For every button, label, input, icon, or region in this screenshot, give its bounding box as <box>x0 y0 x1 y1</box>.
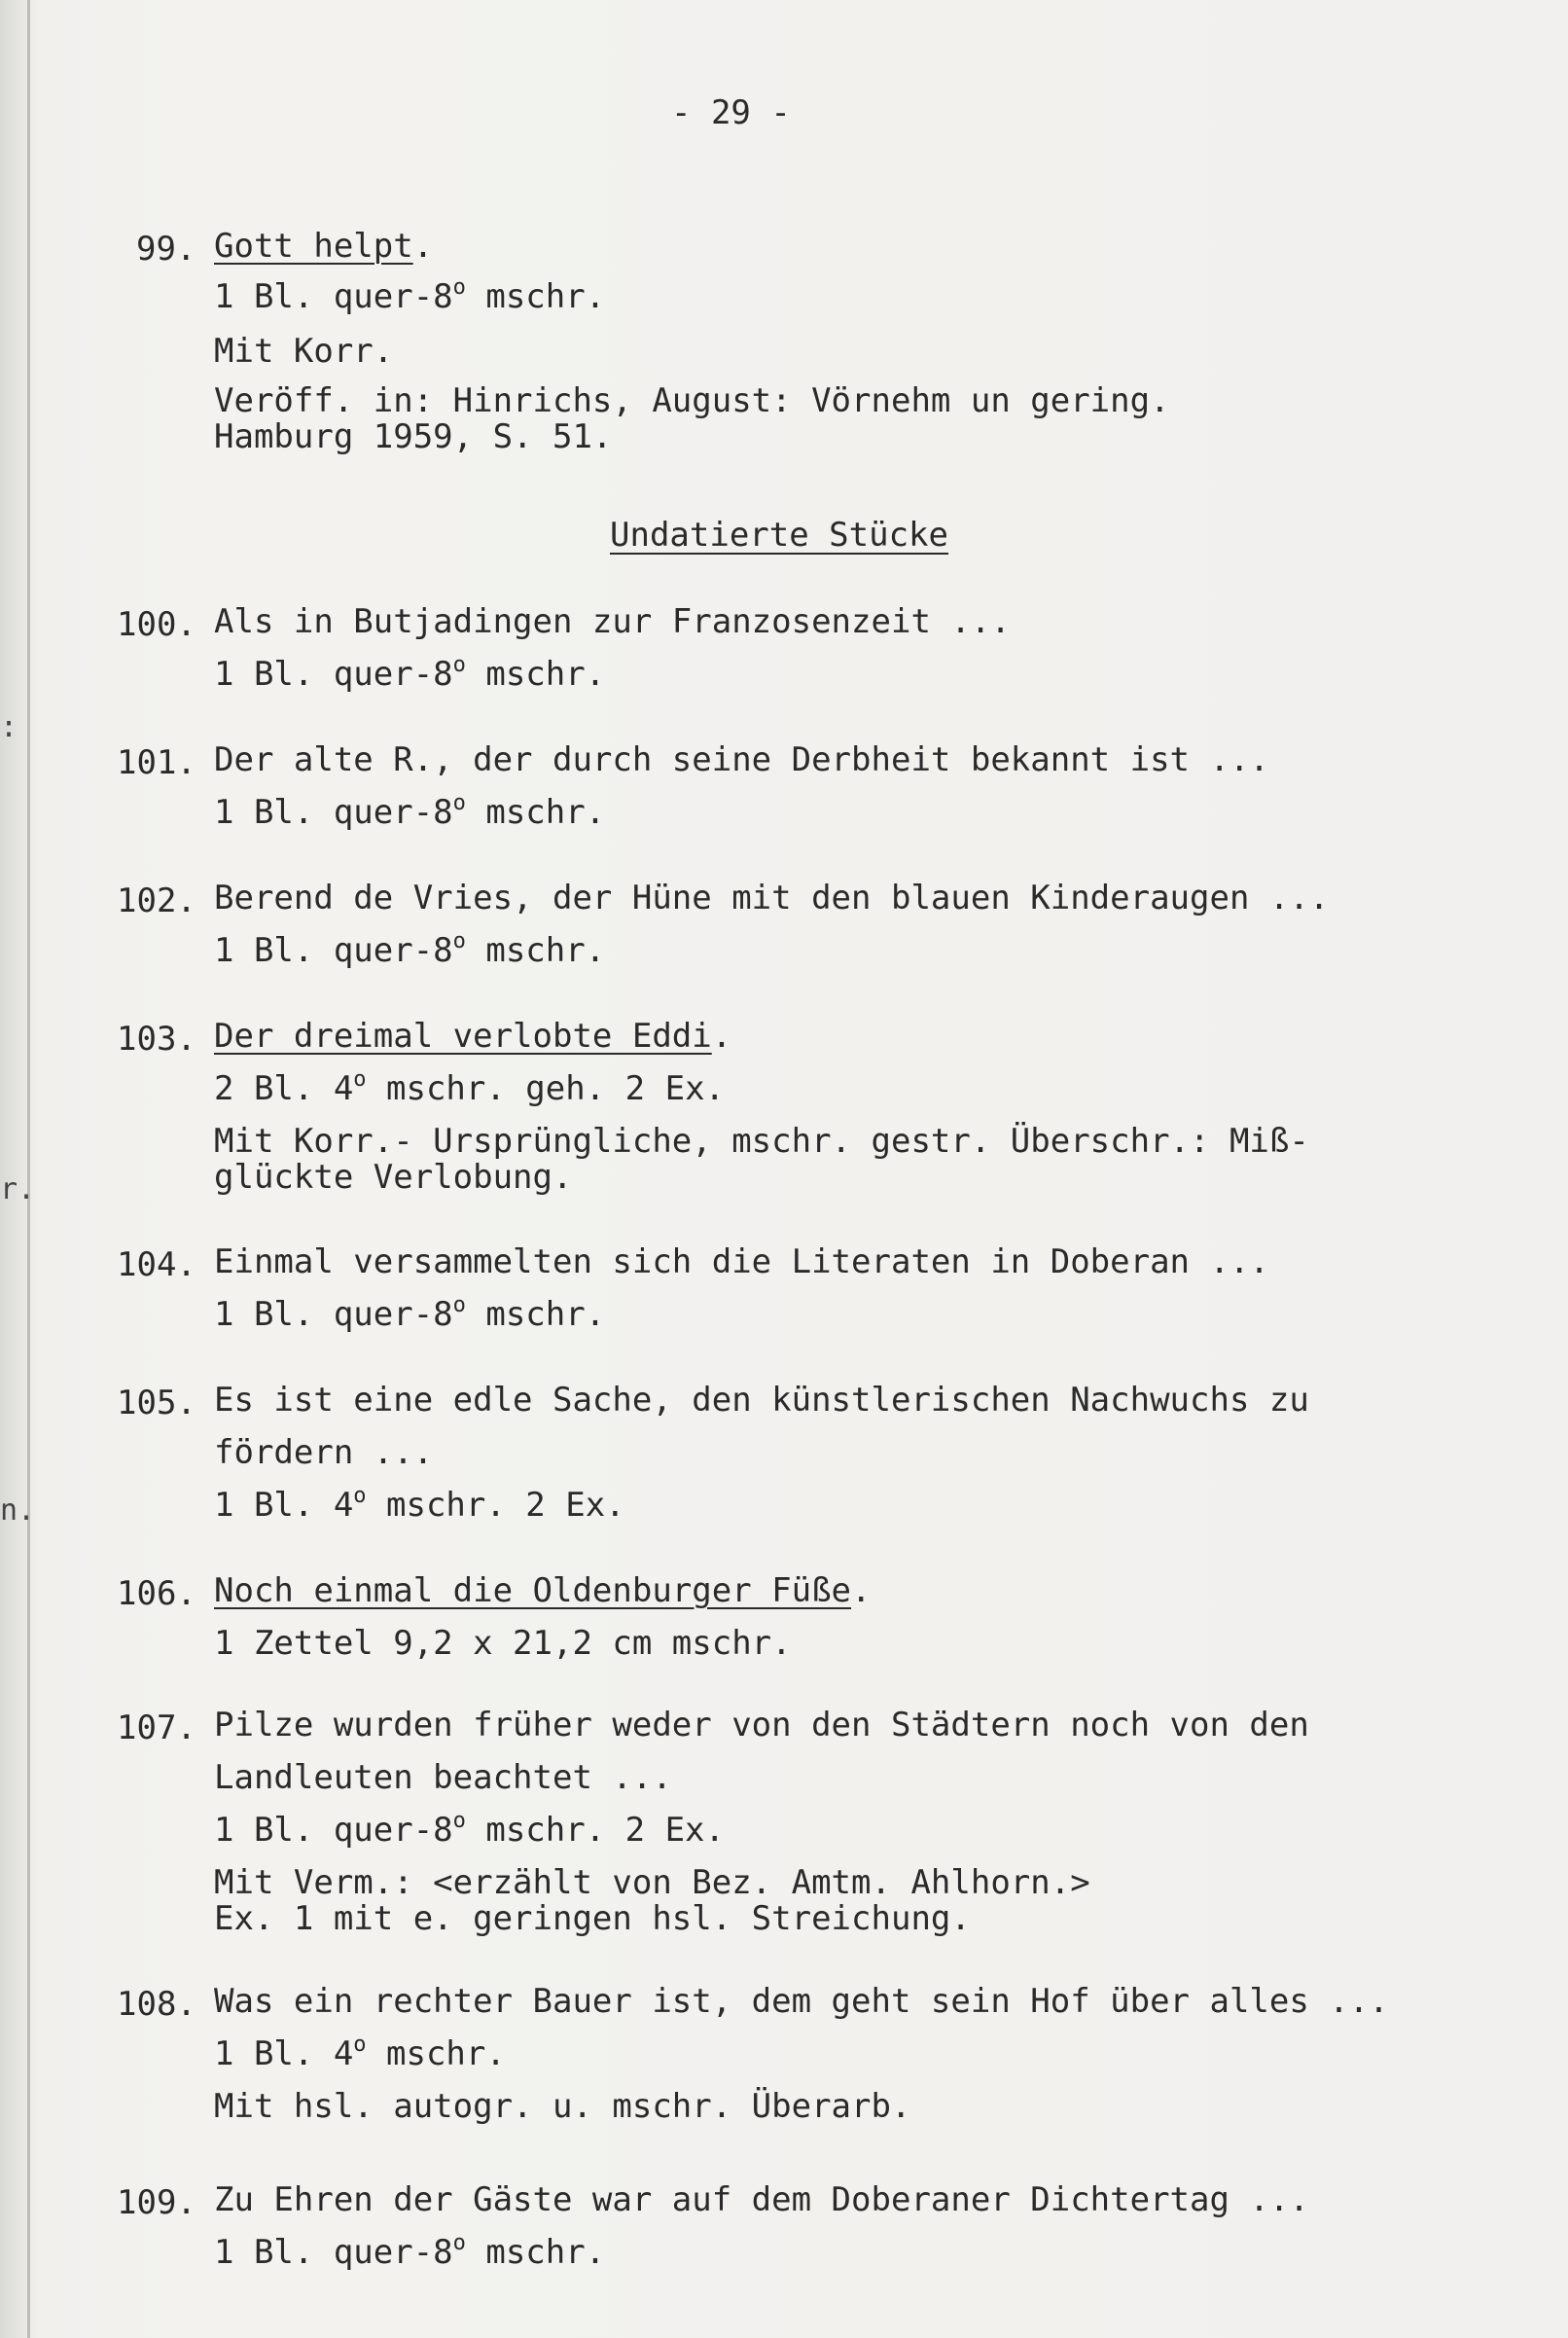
entry-title-suffix: . <box>711 1017 732 1056</box>
format-text-rest: mschr. 2 Ex. <box>465 1811 725 1850</box>
entry-format <box>214 1809 725 1850</box>
entry-title-continued: Landleuten beachtet ... <box>214 1758 672 1797</box>
entry-title: Was ein rechter Bauer ist, dem geht sein Hof über alles ... <box>214 1982 1389 2021</box>
format-superscript: o <box>353 2032 367 2057</box>
section-heading: Undatierte Stücke <box>610 516 948 555</box>
entry-format <box>214 2032 506 2073</box>
format-text: 1 Bl. quer-8 <box>214 793 453 832</box>
format-text-rest: mschr. <box>366 2034 506 2073</box>
format-superscript: o <box>452 929 466 953</box>
entry-format <box>214 2231 606 2272</box>
format-superscript: o <box>452 275 466 300</box>
entry-number: 104. <box>117 1245 196 1284</box>
entry-number: 100. <box>117 605 196 644</box>
format-text: 1 Bl. 4 <box>214 1486 354 1525</box>
entry-title: Einmal versammelten sich die Literaten in Doberan ... <box>214 1242 1269 1281</box>
format-superscript: o <box>452 1293 466 1317</box>
entry-format <box>214 1484 625 1525</box>
entry-number: 101. <box>117 743 196 782</box>
entry-note: Mit Korr. <box>214 332 394 371</box>
format-text-rest: mschr. <box>465 2233 606 2272</box>
format-text: 1 Bl. quer-8 <box>214 2233 453 2272</box>
entry-format: 1 Zettel 9,2 x 21,2 cm mschr. <box>214 1624 792 1663</box>
entry-title: Als in Butjadingen zur Franzosenzeit ... <box>214 602 1011 641</box>
format-text: 1 Bl. quer-8 <box>214 1295 453 1334</box>
format-text-rest: mschr. <box>465 793 606 832</box>
entry-number: 106. <box>117 1574 196 1613</box>
format-text: 1 Bl. quer-8 <box>214 277 453 316</box>
entry-title: Der alte R., der durch seine Derbheit bekannt ist ... <box>214 740 1269 779</box>
entry-title <box>214 1571 872 1610</box>
margin-mark: r. <box>0 1172 36 1206</box>
entry-title: Es ist eine edle Sache, den künstlerischen Nachwuchs zu <box>214 1381 1309 1420</box>
entry-number: 109. <box>117 2183 196 2222</box>
format-superscript: o <box>353 1484 367 1508</box>
format-superscript: o <box>452 2231 466 2255</box>
entry-title: Zu Ehren der Gäste war auf dem Doberaner Dichtertag ... <box>214 2180 1309 2219</box>
format-text-rest: mschr. 2 Ex. <box>366 1486 625 1525</box>
entry-title-suffix: . <box>412 227 434 266</box>
entry-title: Pilze wurden früher weder von den Städtern noch von den <box>214 1706 1309 1745</box>
entry-format <box>214 653 606 694</box>
entry-number: 108. <box>117 1985 196 2024</box>
format-text-rest: mschr. <box>465 1295 606 1334</box>
entry-note: Ex. 1 mit e. geringen hsl. Streichung. <box>214 1899 971 1938</box>
entry-format <box>214 1293 606 1334</box>
format-text: 2 Bl. 4 <box>214 1069 354 1108</box>
entry-title: Berend de Vries, der Hüne mit den blauen Kinderaugen ... <box>214 879 1330 917</box>
entry-format <box>214 929 606 970</box>
format-superscript: o <box>452 791 466 815</box>
entry-note: glückte Verlobung. <box>214 1158 573 1197</box>
entry-number: 99. <box>136 230 196 269</box>
entry-number: 105. <box>117 1384 196 1422</box>
entry-title-text: Gott helpt <box>214 227 413 266</box>
format-text-rest: mschr. <box>465 655 606 694</box>
entry-title-text: Der dreimal verlobte Eddi <box>214 1017 712 1056</box>
entry-title-continued: fördern ... <box>214 1433 434 1472</box>
page-number: - 29 - <box>671 93 791 132</box>
entry-title <box>214 1017 732 1056</box>
entry-format <box>214 1067 726 1108</box>
entry-title <box>214 227 434 266</box>
entry-format <box>214 791 606 832</box>
format-superscript: o <box>452 653 466 677</box>
entry-number: 107. <box>117 1709 196 1747</box>
entry-note: Mit Korr.- Ursprüngliche, mschr. gestr. Überschr.: Miß- <box>214 1122 1309 1161</box>
margin-mark: n. <box>0 1493 36 1528</box>
entry-format <box>214 275 606 316</box>
entry-note: Hamburg 1959, S. 51. <box>214 417 613 456</box>
entry-note: Mit hsl. autogr. u. mschr. Überarb. <box>214 2087 911 2126</box>
format-text: 1 Bl. quer-8 <box>214 655 453 694</box>
format-superscript: o <box>452 1809 466 1833</box>
margin-mark: : <box>0 710 18 744</box>
entry-note: Mit Verm.: <erzählt von Bez. Amtm. Ahlhorn.> <box>214 1863 1090 1902</box>
format-text-rest: mschr. <box>465 931 606 970</box>
format-text-rest: mschr. <box>465 277 606 316</box>
format-text: 1 Bl. 4 <box>214 2034 354 2073</box>
entry-number: 103. <box>117 1020 196 1059</box>
format-text-rest: mschr. geh. 2 Ex. <box>366 1069 726 1108</box>
entry-title-suffix: . <box>851 1571 872 1610</box>
format-text: 1 Bl. quer-8 <box>214 1811 453 1850</box>
entry-title-text: Noch einmal die Oldenburger Füße <box>214 1571 852 1610</box>
entry-note: Veröff. in: Hinrichs, August: Vörnehm un gering. <box>214 381 1170 420</box>
format-superscript: o <box>353 1067 367 1092</box>
binding-edge <box>27 0 30 2338</box>
entry-number: 102. <box>117 881 196 920</box>
format-text: 1 Bl. quer-8 <box>214 931 453 970</box>
